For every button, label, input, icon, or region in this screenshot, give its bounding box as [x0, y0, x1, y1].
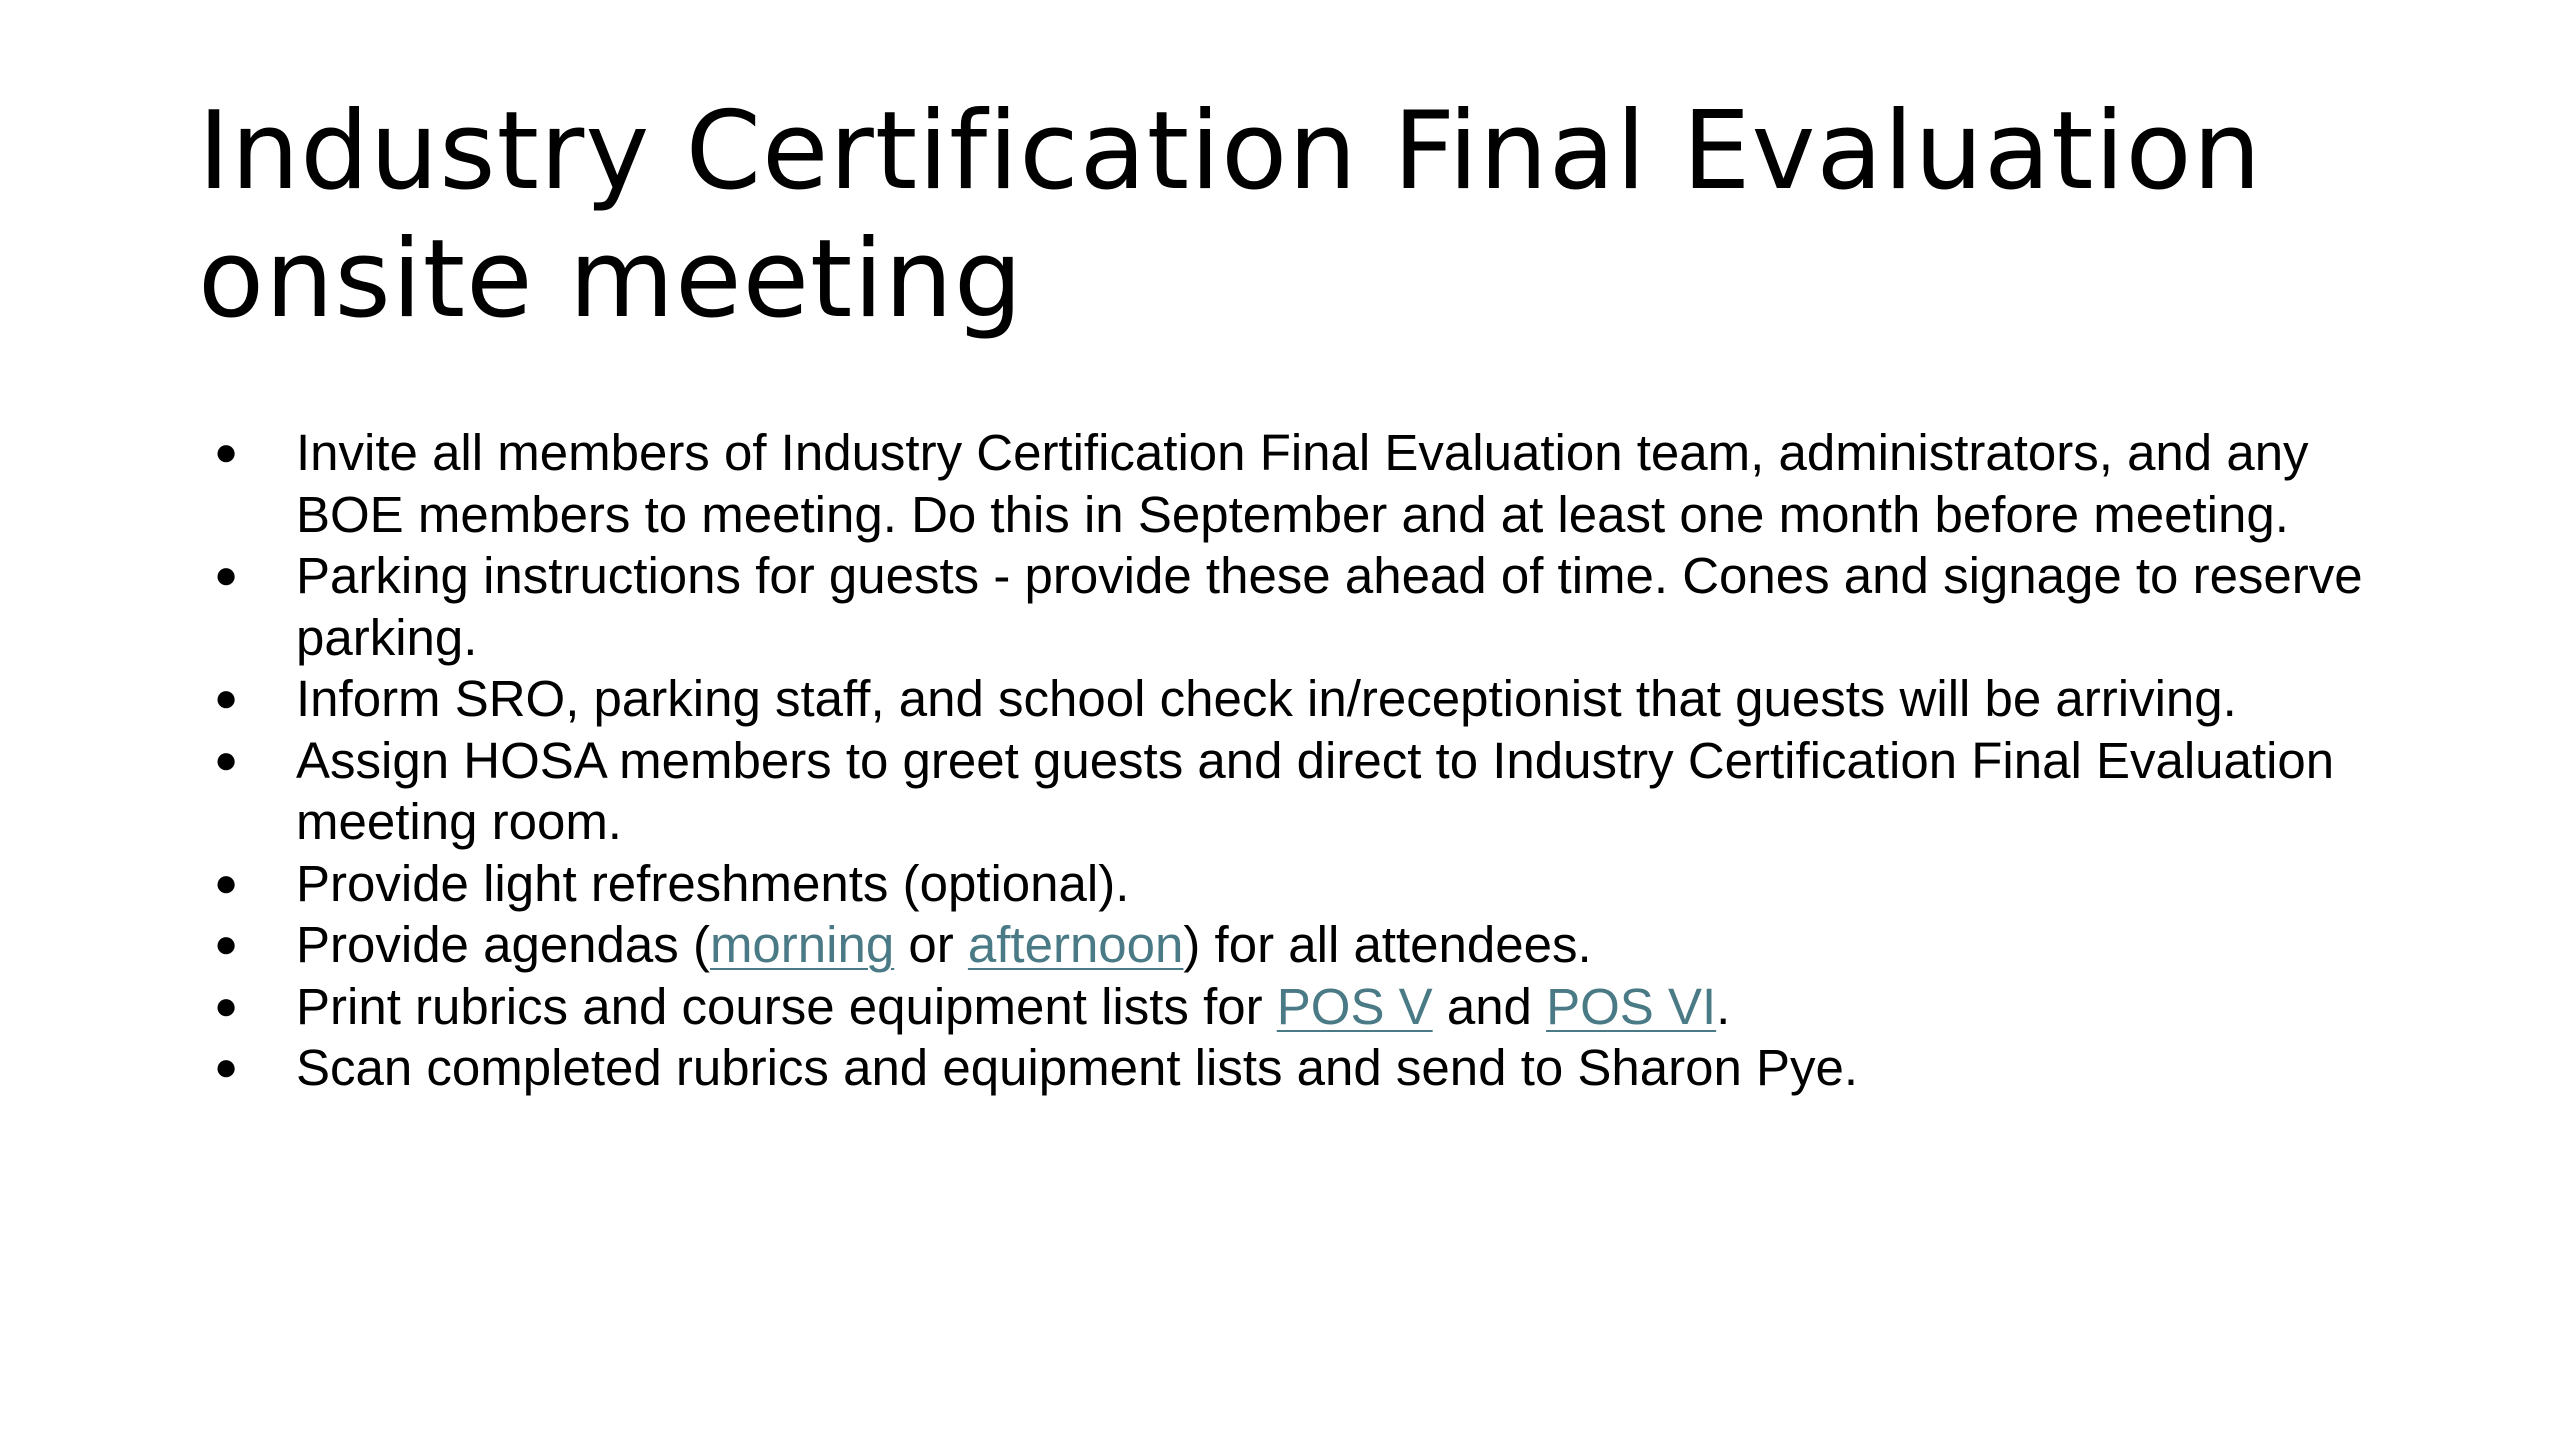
- morning-agenda-link[interactable]: morning: [709, 916, 895, 973]
- bullet-text-before: Provide agendas (: [296, 916, 710, 973]
- bullet-icon: ●: [214, 922, 239, 966]
- bullet-icon: ●: [214, 1045, 239, 1089]
- bullet-icon: ●: [214, 860, 239, 905]
- bullet-text-after: ) for all attendees.: [1183, 916, 1592, 973]
- bullet-text: Inform SRO, parking staff, and school check in/receptionist that guests will be arriving.: [296, 670, 2237, 727]
- bullet-text: Parking instructions for guests - provide these ahead of time. Cones and signage to reserve parking.: [296, 547, 2363, 666]
- bullet-icon: ●: [214, 553, 239, 597]
- bullet-text-middle: or: [894, 916, 968, 973]
- bullet-text: Assign HOSA members to greet guests and direct to Industry Certification Final Evaluation meeting room.: [296, 731, 2335, 850]
- pos-vi-link[interactable]: POS VI: [1546, 977, 1717, 1035]
- title-line-2: onsite meeting: [198, 217, 1024, 342]
- bullet-text-after: .: [1716, 977, 1731, 1035]
- bullet-item-parking: [214, 545, 2374, 668]
- bullet-item-assign: [214, 730, 2374, 853]
- bullet-item-invite: [214, 422, 2374, 545]
- bullet-icon: ●: [214, 430, 239, 474]
- bullet-icon: ●: [214, 737, 239, 782]
- bullet-icon: ●: [214, 676, 239, 720]
- bullet-item-print-rubrics: [214, 976, 2374, 1038]
- bullet-text: Invite all members of Industry Certification Final Evaluation team, administrators, and any BOE members to meeting. Do this in September and at least one month before meeting.: [296, 424, 2309, 543]
- bullet-text: Scan completed rubrics and equipment lists and send to Sharon Pye.: [296, 1039, 1859, 1096]
- bullet-text: Provide light refreshments (optional).: [296, 854, 1130, 912]
- bullet-item-inform: [214, 668, 2374, 730]
- bullet-item-scan: [214, 1037, 2374, 1099]
- bullet-list: [214, 422, 2374, 1099]
- title-line-1: Industry Certification Final Evaluation: [198, 89, 2263, 214]
- bullet-item-refreshments: [214, 853, 2374, 915]
- slide-title: [198, 88, 2398, 344]
- bullet-text-middle: and: [1432, 977, 1547, 1035]
- bullet-text-before: Print rubrics and course equipment lists for: [296, 977, 1277, 1035]
- afternoon-agenda-link[interactable]: afternoon: [967, 916, 1184, 973]
- bullet-item-agendas: [214, 914, 2374, 976]
- bullet-icon: ●: [214, 983, 239, 1028]
- pos-v-link[interactable]: POS V: [1276, 977, 1433, 1035]
